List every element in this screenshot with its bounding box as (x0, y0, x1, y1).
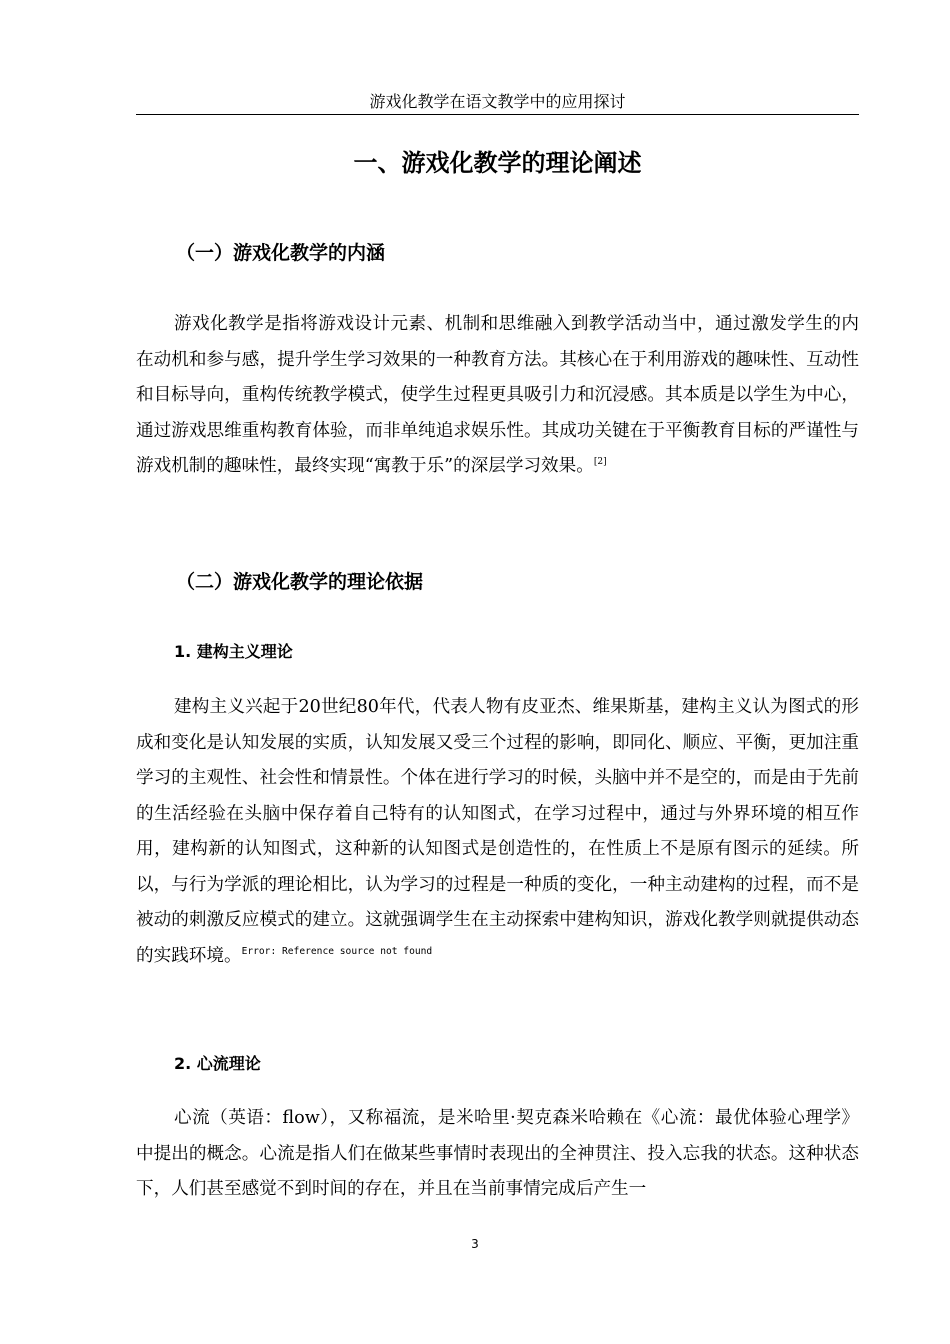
paragraph-flow: 心流（英语：flow），又称福流，是米哈里·契克森米哈赖在《心流：最优体验心理学》中提出的概念。心流是指人们在做某些事情时表现出的全神贯注、投入忘我的状态。这种状态下，人们甚至感觉不到时间的存在，并且在当前事情完成后产生一 (136, 1108, 859, 1199)
reference-error-note: Error: Reference source not found (241, 945, 433, 957)
paragraph-connotation-text: 游戏化教学是指将游戏设计元素、机制和思维融入到教学活动当中，通过激发学生的内在动机和参与感，提升学生学习效果的一种教育方法。其核心在于利用游戏的趣味性、互动性和目标导向，重构传统教学模式，使学生过程更具吸引力和沉浸感。其本质是以学生为中心，通过游戏思维重构教育体验，而非单纯追求娱乐性。其成功关键在于平衡教育目标的严谨性与游戏机制的趣味性，最终实现“寓教于乐”的深层学习效果。 (136, 314, 859, 476)
running-header: 游戏化教学在语文教学中的应用探讨 (369, 92, 626, 111)
header-divider (136, 114, 859, 115)
subsection-title-flow: 2. 心流理论 (174, 1054, 261, 1073)
page-number: 3 (471, 1237, 479, 1251)
paragraph-constructivism-text: 建构主义兴起于20世纪80年代，代表人物有皮亚杰、维果斯基，建构主义认为图式的形成和变化是认知发展的实质，认知发展又受三个过程的影响，即同化、顺应、平衡，更加注重学习的主观性、社会性和情景性。个体在进行学习的时候，头脑中并不是空的，而是由于先前的生活经验在头脑中保存着自己特有的认知图式，在学习过程中，通过与外界环境的相互作用，建构新的认知图式，这种新的认知图式是创造性的，在性质上不是原有图示的延续。所以，与行为学派的理论相比，认为学习的过程是一种质的变化，一种主动建构的过程，而不是被动的刺激反应模式的建立。这就强调学生在主动探索中建构知识，游戏化教学则就提供动态的实践环境。 (136, 697, 859, 966)
chapter-title: 一、游戏化教学的理论阐述 (353, 149, 642, 177)
section-title-connotation: （一）游戏化教学的内涵 (176, 242, 386, 264)
paragraph-connotation (136, 307, 859, 485)
subsection-title-constructivism: 1. 建构主义理论 (174, 642, 293, 661)
section-title-theory-basis: （二）游戏化教学的理论依据 (176, 571, 424, 593)
paragraph-constructivism (136, 690, 859, 974)
citation-2[interactable]: [2] (593, 457, 607, 468)
